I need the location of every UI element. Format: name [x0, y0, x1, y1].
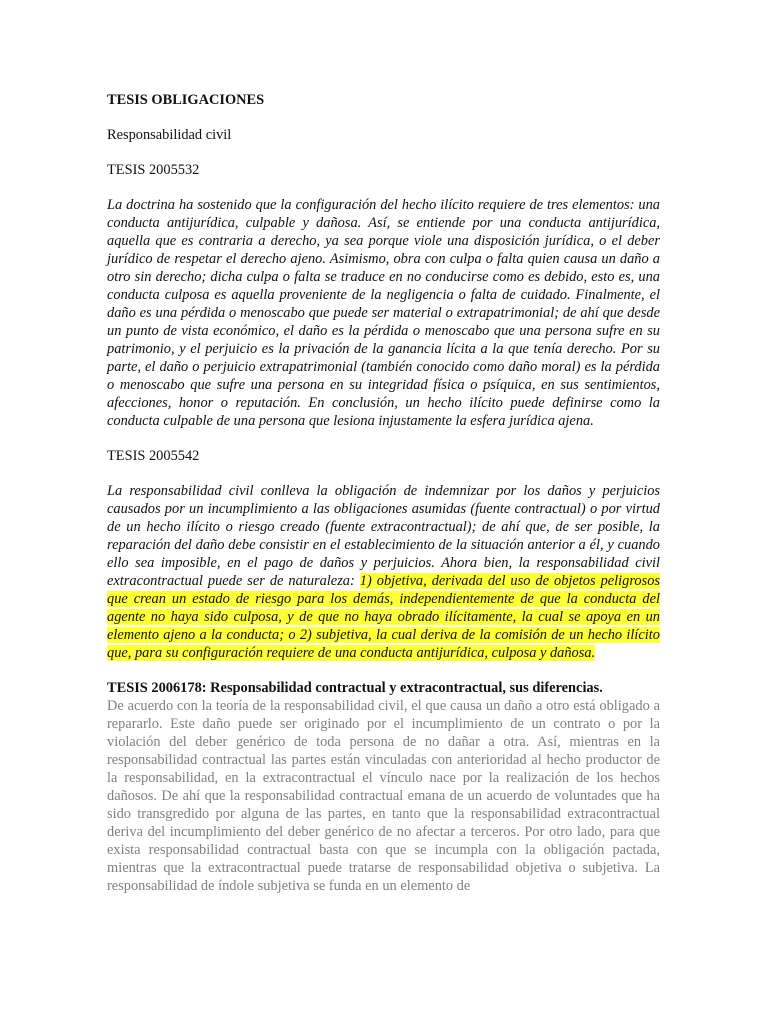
- tesis-2006178-heading: TESIS 2006178: Responsabilidad contractual y extracontractual, sus diferencias.: [107, 680, 603, 696]
- document-title: TESIS OBLIGACIONES: [107, 92, 265, 108]
- document-page: [107, 91, 660, 895]
- tesis-2005542-highlighted-text: 1) objetiva, derivada del uso de objetos peligrosos que crean un estado de riesgo para los demás, independientemente de que la conducta del agente no haya sido culposa, y de que no haya obrado ilícitamente, la cual se apoya en un elemento ajeno a la conducta; o 2) subjetiva, la cual deriva de la comisión de un hecho ilícito que, para su configuración requiere de una conducta antijurídica, culposa y dañosa.: [107, 573, 660, 661]
- tesis-2005542-text: [107, 482, 660, 662]
- tesis-2005532-text: La doctrina ha sostenido que la configuración del hecho ilícito requiere de tres elementos: una conducta antijurídica, culpable y dañosa. Así, se entiende por una conducta antijurídica, aquella que es contraria a derecho, ya sea porque viole una disposición jurídica, o el deber jurídico de respetar el derecho ajeno. Asimismo, obra con culpa o falta quien causa un daño a otro sin derecho; dicha culpa o falta se traduce en no conducirse como es debido, esto es, una conducta culposa es aquella proveniente de la negligencia o falta de cuidado. Finalmente, el daño es una pérdida o menoscabo que puede ser material o extrapatrimonial; de ahí que desde un punto de vista económico, el daño es la pérdida o menoscabo que una persona sufre en su patrimonio, y el perjuicio es la privación de la ganancia lícita a la que tenía derecho. Por su parte, el daño o perjuicio extrapatrimonial (también conocido como daño moral) es la pérdida o menoscabo que sufre una persona en su integridad física o psíquica, en sus sentimientos, afecciones, honor o reputación. En conclusión, un hecho ilícito puede definirse como la conducta culpable de una persona que lesiona injustamente la esfera jurídica ajena.: [107, 197, 660, 429]
- tesis-2006178-text: De acuerdo con la teoría de la responsabilidad civil, el que causa un daño a otro está obligado a repararlo. Este daño puede ser originado por el incumplimiento de un contrato o por la violación del deber genérico de toda persona de no dañar a otra. Así, mientras en la responsabilidad contractual las partes están vinculadas con anterioridad al hecho productor de la responsabilidad, en la extracontractual el vínculo nace por la realización de los hechos dañosos. De ahí que la responsabilidad contractual emana de un acuerdo de voluntades que ha sido transgredido por alguna de las partes, en tanto que la responsabilidad extracontractual deriva del incumplimiento del deber genérico de no afectar a terceros. Por otro lado, para que exista responsabilidad contractual basta con que se incumpla con la obligación pactada, mientras que la extracontractual puede tratarse de responsabilidad objetiva o subjetiva. La responsabilidad de índole subjetiva se funda en un elemento de: [107, 698, 660, 894]
- tesis-2005542-label: TESIS 2005542: [107, 448, 200, 464]
- document-subtitle: Responsabilidad civil: [107, 127, 232, 143]
- tesis-2005542-text-plain: La responsabilidad civil conlleva la obligación de indemnizar por los daños y perjuicios causados por un incumplimiento a las obligaciones asumidas (fuente contractual) o por virtud de un hecho ilícito o riesgo creado (fuente extracontractual); de ahí que, de ser posible, la reparación del daño debe consistir en el establecimiento de la situación anterior a él, y cuando ello sea imposible, en el pago de daños y perjuicios. Ahora bien, la responsabilidad civil extracontractual puede ser de naturaleza:: [107, 483, 660, 589]
- tesis-2005532-label: TESIS 2005532: [107, 162, 200, 178]
